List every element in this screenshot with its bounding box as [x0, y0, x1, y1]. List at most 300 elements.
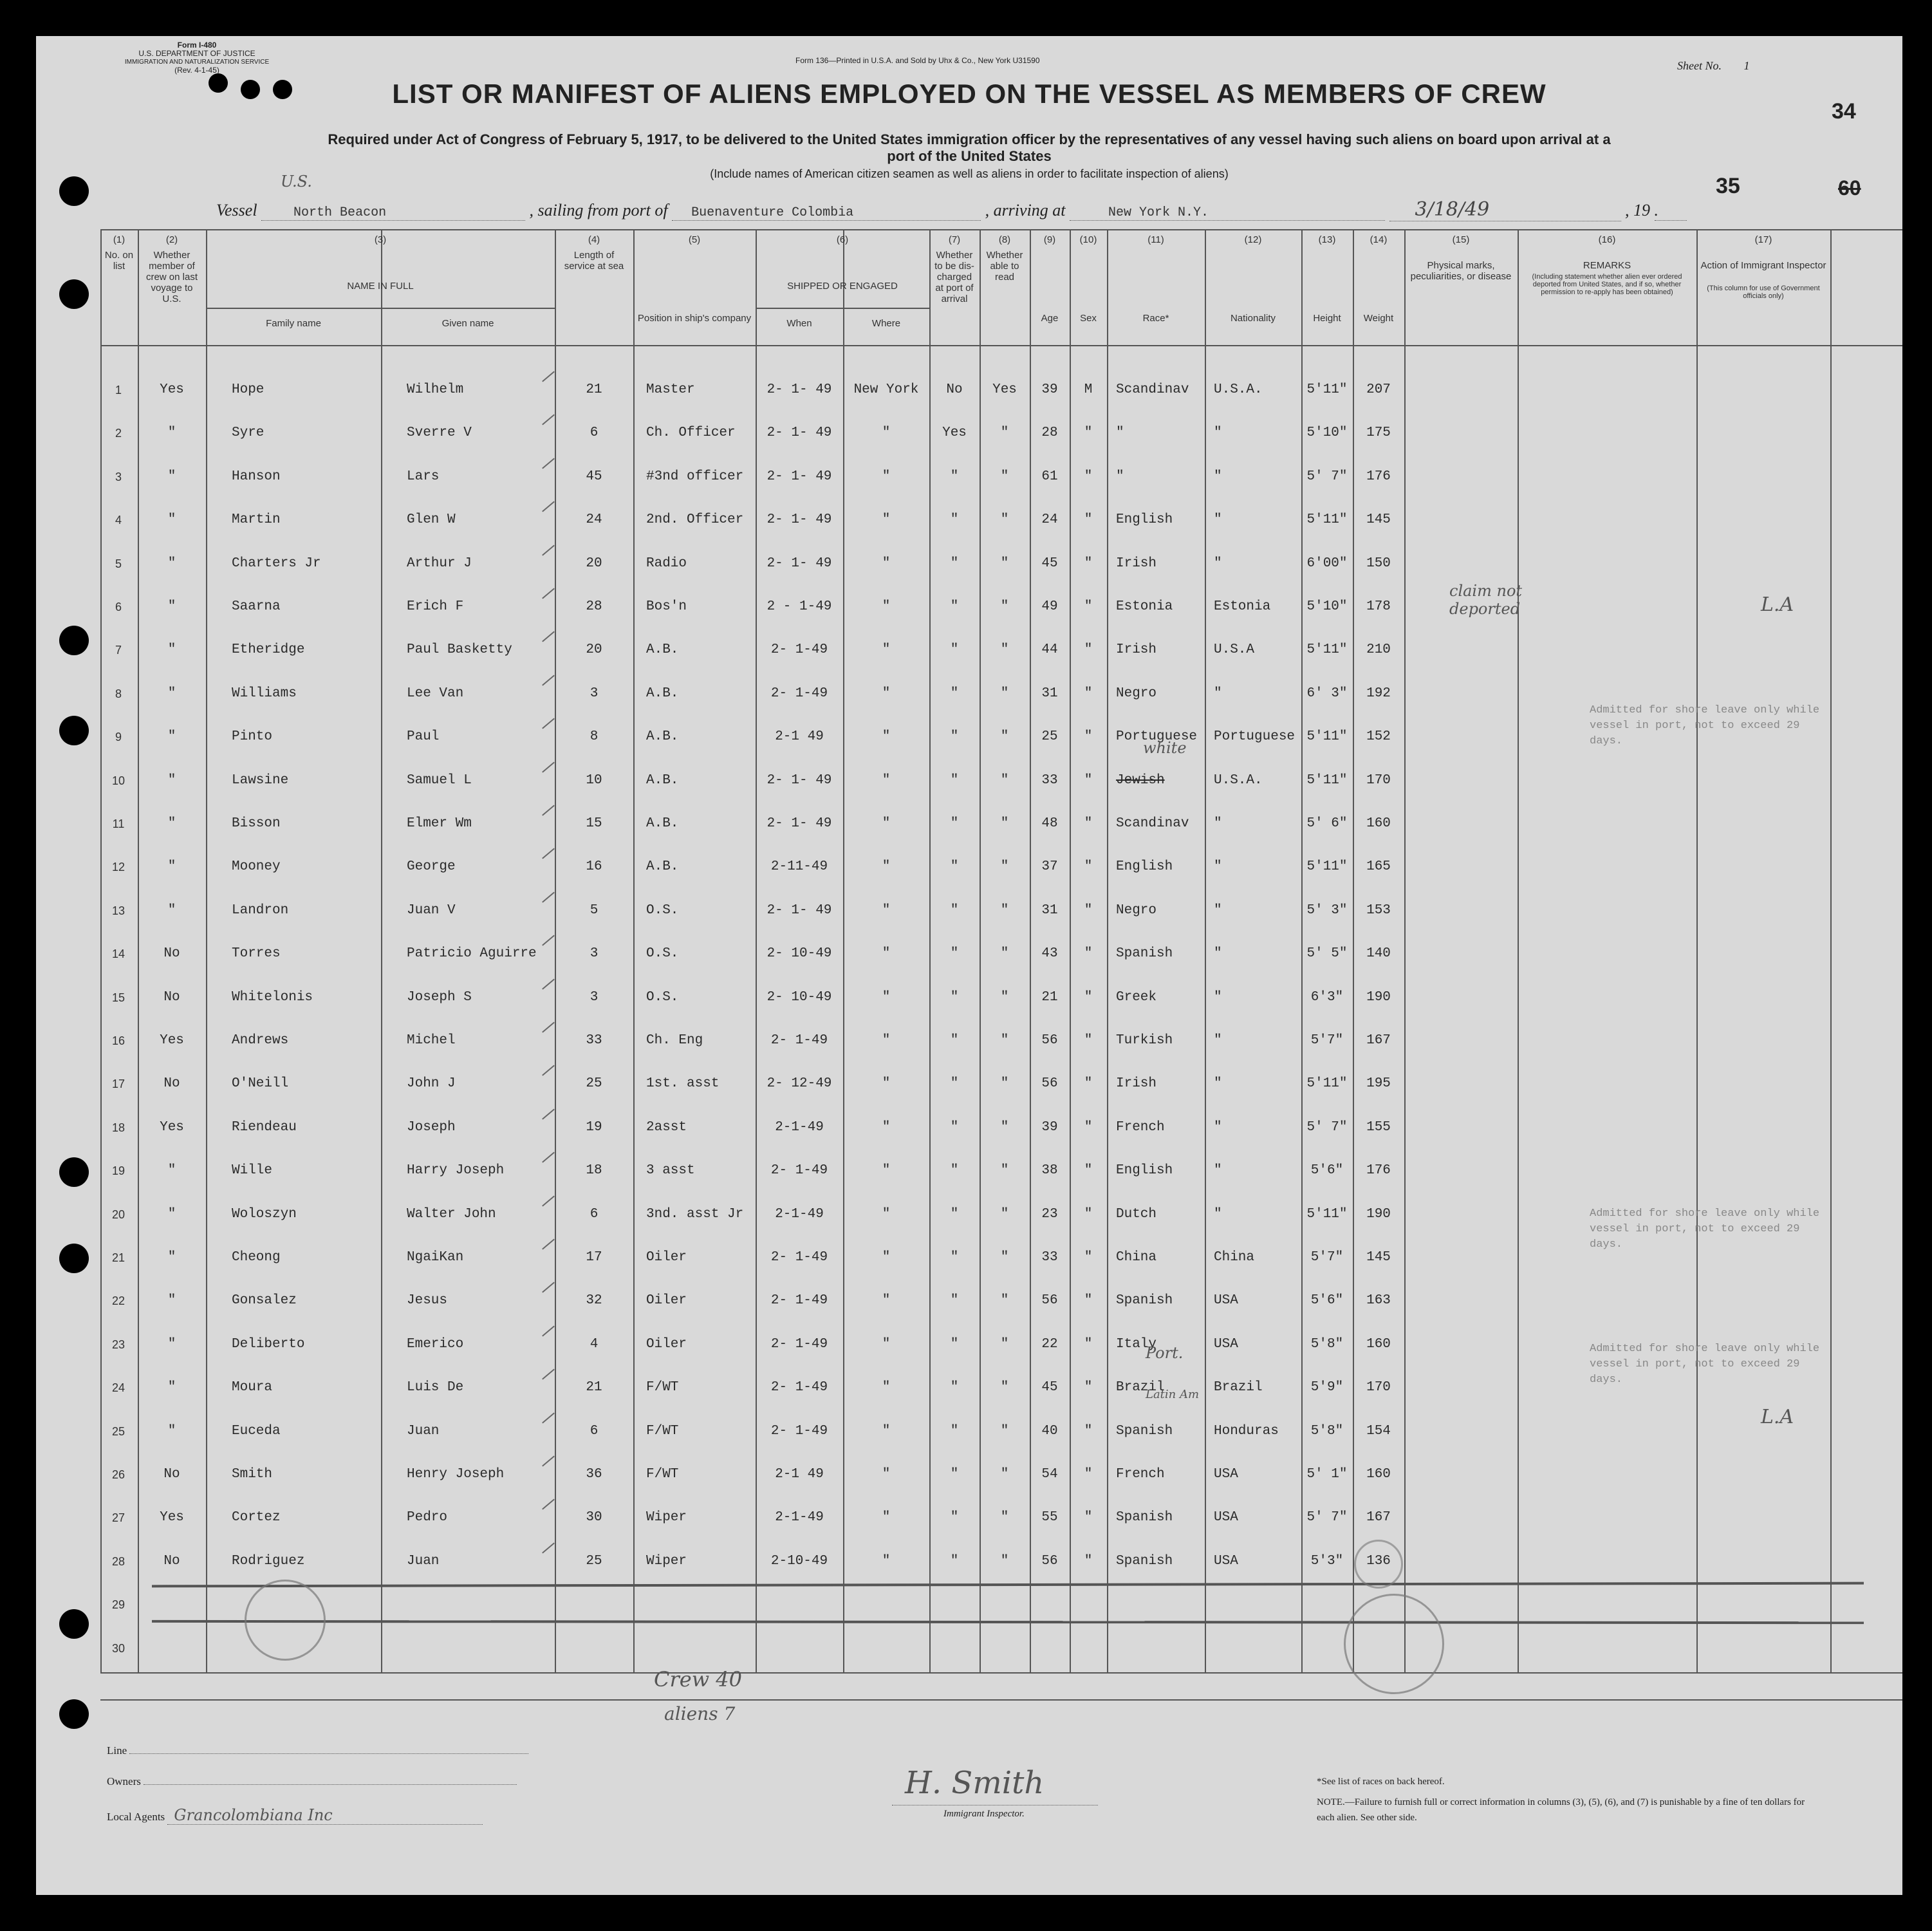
cell-when: 2-10-49 [770, 1553, 828, 1569]
cell-when: 2- 1-49 [770, 642, 828, 658]
cell-given: Paul [407, 729, 440, 745]
cell-family: Mooney [232, 859, 281, 875]
cell-where: " [882, 729, 891, 745]
punch-hole [59, 1699, 89, 1729]
cell-sex: " [1084, 1423, 1093, 1439]
cell-when: 2- 1-49 [770, 1336, 828, 1352]
arrival-date: 3/18/49 [1389, 198, 1621, 221]
cell-race: " [1116, 469, 1124, 484]
cell-when: 2-1-49 [775, 1206, 824, 1222]
row-number: 23 [111, 1338, 125, 1351]
cell-nat: " [1214, 859, 1222, 875]
owners-label: Owners [107, 1775, 141, 1787]
cell-height: 5'11" [1306, 642, 1348, 658]
page-number-top: 34 [1832, 99, 1856, 124]
cell-sex: " [1084, 1206, 1093, 1222]
cell-weight: 170 [1366, 772, 1391, 788]
cell-sex: " [1084, 1510, 1093, 1525]
column-header-c1: No. on list [104, 250, 134, 272]
cell-disch: " [950, 946, 959, 962]
handwritten-deported: deported [1449, 600, 1521, 618]
cell-family: Syre [232, 425, 265, 441]
cell-sex: " [1084, 729, 1093, 745]
penalty-note: NOTE.—Failure to furnish full or correct information in columns (3), (5), (6), and (7) is punishable by a fine of ten dollars for each alien. See other side. [1317, 1797, 1805, 1823]
cell-age: 56 [1041, 1293, 1058, 1309]
cell-read: " [1000, 1510, 1009, 1525]
cell-race: Irish [1116, 642, 1157, 658]
page-number-mid: 35 [1716, 174, 1740, 198]
cell-disch: " [950, 1076, 959, 1092]
cell-height: 5'6" [1310, 1163, 1344, 1179]
cell-position: Master [646, 382, 695, 397]
cell-when: 2- 1- 49 [766, 902, 832, 918]
form-rev: (Rev. 4-1-45) [174, 66, 219, 75]
check-mark [542, 1239, 555, 1250]
cell-height: 5'9" [1310, 1380, 1344, 1395]
cell-read: " [1000, 902, 1009, 918]
cell-when: 2- 1- 49 [766, 469, 832, 484]
cell-read: " [1000, 512, 1009, 528]
check-mark [542, 545, 555, 555]
cell-disch: " [950, 1467, 959, 1482]
cell-position: 2asst [646, 1119, 687, 1135]
cell-height: 5'10" [1306, 599, 1348, 614]
manifest-sheet [36, 36, 1902, 1895]
arrival-port: New York N.Y. [1070, 205, 1385, 221]
cell-height: 5'7" [1310, 1033, 1344, 1048]
cell-given: John J [407, 1076, 456, 1092]
cell-given: Juan [407, 1423, 440, 1439]
cell-disch: " [950, 902, 959, 918]
cell-read: " [1000, 425, 1009, 441]
cell-age: 49 [1041, 599, 1058, 614]
cell-nat: " [1214, 1033, 1222, 1048]
cell-where: " [882, 1076, 891, 1092]
cell-weight: 136 [1366, 1553, 1391, 1569]
form-id [113, 41, 281, 75]
cell-race: Irish [1116, 1076, 1157, 1092]
cell-service: 36 [586, 1467, 602, 1482]
cell-where: " [882, 1553, 891, 1569]
cell-age: 40 [1041, 1423, 1058, 1439]
cell-service: 4 [590, 1336, 599, 1352]
cell-height: 5' 5" [1306, 946, 1348, 962]
cell-position: 1st. asst [646, 1076, 720, 1092]
cell-sex: " [1084, 512, 1093, 528]
cell-nat: Brazil [1214, 1380, 1263, 1395]
column-number-c16: (16) [1598, 234, 1616, 245]
row-number: 26 [111, 1468, 125, 1481]
column-border [1518, 229, 1519, 1672]
check-mark [542, 1412, 555, 1423]
table-bottom-border [100, 1672, 1902, 1674]
check-mark [542, 1022, 555, 1033]
owners-value [144, 1784, 517, 1785]
cell-race: Turkish [1116, 1033, 1173, 1048]
cell-family: Saarna [232, 599, 281, 614]
handwritten-port: Port. [1146, 1344, 1184, 1362]
cell-prev: " [167, 859, 176, 875]
cell-sex: " [1084, 1033, 1093, 1048]
cell-given: Juan [407, 1553, 440, 1569]
row-number: 18 [111, 1121, 125, 1134]
cell-prev: " [167, 555, 176, 571]
remark-row-21: Admitted for shore leave only while vessel in port, not to exceed 29 days. [1590, 1208, 1820, 1251]
cell-age: 55 [1041, 1510, 1058, 1525]
cell-when: 2- 1-49 [770, 1423, 828, 1439]
cell-read: " [1000, 469, 1009, 484]
cell-prev: " [167, 642, 176, 658]
remark-row-9: Admitted for shore leave only while vessel in port, not to exceed 29 days. [1590, 704, 1820, 747]
cell-nat: " [1214, 425, 1222, 441]
cell-where: " [882, 1033, 891, 1048]
cell-prev: " [167, 686, 176, 701]
cell-race: Negro [1116, 686, 1157, 701]
stamp-seal [1344, 1594, 1444, 1694]
cell-where: " [882, 1293, 891, 1309]
cell-disch: " [950, 642, 959, 658]
column-header-c17-sub: (This column for use of Government officials only) [1707, 285, 1820, 300]
cell-sex: " [1084, 902, 1093, 918]
cell-position: F/WT [646, 1423, 679, 1439]
cell-given: Arthur J [407, 555, 472, 571]
cell-sex: " [1084, 1163, 1093, 1179]
cell-age: 45 [1041, 1380, 1058, 1395]
cell-prev: " [167, 729, 176, 745]
cell-family: Charters Jr [232, 555, 321, 571]
cell-race: English [1116, 859, 1173, 875]
cell-disch: " [950, 1206, 959, 1222]
cell-given: Michel [407, 1033, 456, 1048]
cell-sex: " [1084, 1380, 1093, 1395]
vessel-line [216, 198, 1761, 221]
cell-height: 5' 3" [1306, 902, 1348, 918]
check-mark [542, 848, 555, 859]
cell-race: Dutch [1116, 1206, 1157, 1222]
cell-race: French [1116, 1467, 1165, 1482]
cell-given: Walter John [407, 1206, 496, 1222]
cell-position: Oiler [646, 1250, 687, 1265]
check-mark [542, 588, 555, 599]
cell-given: NgaiKan [407, 1250, 464, 1265]
column-header-c6b: Where [871, 318, 901, 329]
page-title: LIST OR MANIFEST OF ALIENS EMPLOYED ON THE VESSEL AS MEMBERS OF CREW [392, 79, 1547, 109]
row-number: 13 [111, 904, 125, 917]
cell-position: Oiler [646, 1336, 687, 1352]
row-number: 30 [111, 1641, 125, 1655]
cell-where: " [882, 1467, 891, 1482]
sailing-label: , sailing from port of [529, 201, 668, 219]
column-header-c4: Length of service at sea [564, 250, 624, 272]
cell-weight: 152 [1366, 729, 1391, 745]
cell-height: 5' 7" [1306, 1510, 1348, 1525]
handwritten-la-25: L.A [1761, 1406, 1794, 1428]
cell-race: Spanish [1116, 1553, 1173, 1569]
check-mark [542, 718, 555, 729]
cell-given: Erich F [407, 599, 464, 614]
cell-where: " [882, 902, 891, 918]
cell-when: 2-1-49 [775, 1119, 824, 1135]
cell-read: " [1000, 1467, 1009, 1482]
cell-sex: " [1084, 555, 1093, 571]
cell-disch: " [950, 1336, 959, 1352]
cell-weight: 160 [1366, 1467, 1391, 1482]
cell-age: 48 [1041, 816, 1058, 831]
cell-age: 33 [1041, 772, 1058, 788]
check-mark [542, 805, 555, 816]
column-number-c10: (10) [1079, 234, 1097, 245]
vessel-prefix: U.S. [281, 173, 312, 191]
cell-height: 5'11" [1306, 382, 1348, 397]
check-mark [542, 415, 555, 425]
cell-service: 10 [586, 772, 602, 788]
check-mark [542, 1325, 555, 1336]
cell-given: Paul Basketty [407, 642, 512, 658]
cell-where: " [882, 599, 891, 614]
cell-position: Radio [646, 555, 687, 571]
column-header-c5: Position in ship's company [637, 313, 752, 324]
handwritten-la-6: L.A [1761, 593, 1794, 616]
cell-nat: USA [1214, 1336, 1238, 1352]
cell-position: Oiler [646, 1293, 687, 1309]
column-border [206, 229, 207, 1672]
cell-weight: 170 [1366, 1380, 1391, 1395]
cell-race: " [1116, 425, 1124, 441]
cell-where: " [882, 772, 891, 788]
column-number-c6: (6) [836, 234, 849, 245]
check-mark [542, 935, 555, 946]
row-number: 24 [111, 1381, 125, 1395]
cell-weight: 165 [1366, 859, 1391, 875]
cell-service: 25 [586, 1553, 602, 1569]
cell-weight: 207 [1366, 382, 1391, 397]
cell-where: " [882, 1119, 891, 1135]
cell-when: 2- 1- 49 [766, 772, 832, 788]
cell-when: 2- 10-49 [766, 989, 832, 1005]
handwritten-latin: Latin Am [1146, 1388, 1200, 1401]
check-mark [542, 1369, 555, 1380]
cell-sex: " [1084, 859, 1093, 875]
column-header-c11: Race* [1142, 313, 1169, 324]
column-number-c14: (14) [1370, 234, 1388, 245]
cell-sex: " [1084, 469, 1093, 484]
printer-note: Form 136—Printed in U.S.A. and Sold by Uhx & Co., New York U31590 [795, 56, 1040, 65]
column-border [1830, 229, 1832, 1672]
row-number: 11 [112, 817, 125, 830]
cell-age: 39 [1041, 1119, 1058, 1135]
cell-sex: " [1084, 686, 1093, 701]
cell-prev: " [167, 1423, 176, 1439]
cell-where: " [882, 946, 891, 962]
punch-hole [59, 1157, 89, 1187]
form-service: IMMIGRATION AND NATURALIZATION SERVICE [124, 59, 270, 66]
row-number: 19 [111, 1164, 125, 1178]
header-bottom-border [100, 345, 1902, 346]
cell-given: Lars [407, 469, 440, 484]
cell-height: 5'11" [1306, 512, 1348, 528]
cell-sex: " [1084, 425, 1093, 441]
cell-nat: " [1214, 469, 1222, 484]
punch-hole [59, 716, 89, 745]
cell-service: 19 [586, 1119, 602, 1135]
cell-prev: Yes [160, 1033, 184, 1048]
check-mark [542, 631, 555, 642]
table-top-border [100, 229, 1902, 230]
cell-service: 28 [586, 599, 602, 614]
cell-read: " [1000, 1163, 1009, 1179]
end-label: . [1655, 201, 1687, 221]
cell-sex: " [1084, 816, 1093, 831]
cell-weight: 210 [1366, 642, 1391, 658]
row-number: 8 [115, 687, 122, 700]
check-mark [542, 675, 555, 686]
line-value [129, 1753, 528, 1754]
cell-family: Etheridge [232, 642, 305, 658]
cell-where: " [882, 816, 891, 831]
cell-nat: " [1214, 946, 1222, 962]
cell-given: Luis De [407, 1380, 464, 1395]
cell-position: Wiper [646, 1553, 687, 1569]
cell-family: Landron [232, 902, 289, 918]
cell-family: Bisson [232, 816, 281, 831]
cell-when: 2- 1- 49 [766, 816, 832, 831]
cell-family: Hope [232, 382, 265, 397]
cell-family: Cortez [232, 1510, 281, 1525]
row-number: 22 [111, 1294, 125, 1308]
form-number: Form I-480 [177, 41, 217, 50]
cell-prev: " [167, 1206, 176, 1222]
cell-when: 2 - 1-49 [766, 599, 832, 614]
cell-age: 37 [1041, 859, 1058, 875]
cell-weight: 175 [1366, 425, 1391, 441]
check-mark [542, 761, 555, 772]
cell-sex: " [1084, 1553, 1093, 1569]
footer-line [107, 1744, 528, 1757]
cell-where: New York [853, 382, 919, 397]
check-mark [542, 501, 555, 512]
cell-read: " [1000, 555, 1009, 571]
cell-family: Whitelonis [232, 989, 313, 1005]
cell-family: Wille [232, 1163, 273, 1179]
cell-age: 31 [1041, 686, 1058, 701]
cell-read: " [1000, 642, 1009, 658]
cell-when: 2- 1-49 [770, 1293, 828, 1309]
column-header-c12: Nationality [1230, 313, 1276, 324]
cell-service: 33 [586, 1033, 602, 1048]
column-header-c8: Whether able to read [986, 250, 1023, 283]
cell-read: " [1000, 1336, 1009, 1352]
cell-where: " [882, 1206, 891, 1222]
cell-when: 2-1 49 [775, 1467, 824, 1482]
cell-family: Torres [232, 946, 281, 962]
cell-disch: " [950, 772, 959, 788]
subtitle-include: (Include names of American citizen seamen as well as aliens in order to facilitate inspection of aliens) [710, 167, 1229, 180]
cell-sex: " [1084, 772, 1093, 788]
cell-age: 39 [1041, 382, 1058, 397]
remark-row-24: Admitted for shore leave only while vessel in port, not to exceed 29 days. [1590, 1343, 1820, 1386]
row-number: 28 [111, 1554, 125, 1568]
column-header-c10: Sex [1080, 313, 1097, 324]
cell-read: " [1000, 1076, 1009, 1092]
punch-hole [59, 176, 89, 206]
cell-weight: 140 [1366, 946, 1391, 962]
column-number-c4: (4) [588, 234, 600, 245]
cell-disch: " [950, 686, 959, 701]
cell-position: F/WT [646, 1380, 679, 1395]
cell-age: 31 [1041, 902, 1058, 918]
cell-family: Cheong [232, 1250, 281, 1265]
cell-weight: 178 [1366, 599, 1391, 614]
cell-family: Moura [232, 1380, 273, 1395]
cell-where: " [882, 1163, 891, 1179]
sheet-number [1677, 59, 1750, 73]
cell-age: 61 [1041, 469, 1058, 484]
cell-when: 2- 1-49 [770, 1250, 828, 1265]
cell-disch: " [950, 1380, 959, 1395]
cell-read: " [1000, 1250, 1009, 1265]
cell-service: 3 [590, 946, 599, 962]
row-number: 7 [115, 644, 122, 657]
cell-prev: " [167, 902, 176, 918]
column-number-c13: (13) [1318, 234, 1336, 245]
line-label: Line [107, 1744, 127, 1757]
cell-read: " [1000, 1293, 1009, 1309]
cell-age: 45 [1041, 555, 1058, 571]
cell-given: Sverre V [407, 425, 472, 441]
column-number-c15: (15) [1452, 234, 1470, 245]
cell-race: Irish [1116, 555, 1157, 571]
cell-weight: 190 [1366, 1206, 1391, 1222]
punch-hole [59, 1609, 89, 1639]
cell-where: " [882, 642, 891, 658]
row-number: 12 [111, 861, 125, 874]
cell-prev: " [167, 1250, 176, 1265]
cell-race: Spanish [1116, 946, 1173, 962]
handwritten-crew-count: Crew 40 [654, 1667, 742, 1692]
cell-weight: 154 [1366, 1423, 1391, 1439]
column-header-c15: Physical marks, peculiarities, or disease [1410, 260, 1512, 282]
cell-nat: USA [1214, 1553, 1238, 1569]
cell-height: 5' 1" [1306, 1467, 1348, 1482]
cell-when: 2-1 49 [775, 729, 824, 745]
vessel-label: Vessel [216, 201, 257, 219]
cell-position: F/WT [646, 1467, 679, 1482]
cell-age: 22 [1041, 1336, 1058, 1352]
cell-age: 56 [1041, 1076, 1058, 1092]
cell-disch: Yes [942, 425, 967, 441]
footer-divider [100, 1699, 1902, 1701]
check-mark [542, 1456, 555, 1467]
cell-age: 56 [1041, 1033, 1058, 1048]
column-header-c7: Whether to be dis-charged at port of arrival [934, 250, 974, 304]
cell-weight: 150 [1366, 555, 1391, 571]
cell-when: 2- 1- 49 [766, 512, 832, 528]
cell-weight: 176 [1366, 1163, 1391, 1179]
cell-service: 6 [590, 1423, 599, 1439]
cell-service: 6 [590, 1206, 599, 1222]
cell-position: Wiper [646, 1510, 687, 1525]
check-mark [542, 1108, 555, 1119]
cell-where: " [882, 859, 891, 875]
check-mark [542, 1195, 555, 1206]
cell-height: 5'11" [1306, 859, 1348, 875]
cell-where: " [882, 425, 891, 441]
cell-height: 5'11" [1306, 729, 1348, 745]
cell-position: 3 asst [646, 1163, 695, 1179]
cell-sex: " [1084, 1293, 1093, 1309]
cell-sex: " [1084, 1076, 1093, 1092]
cell-disch: " [950, 729, 959, 745]
